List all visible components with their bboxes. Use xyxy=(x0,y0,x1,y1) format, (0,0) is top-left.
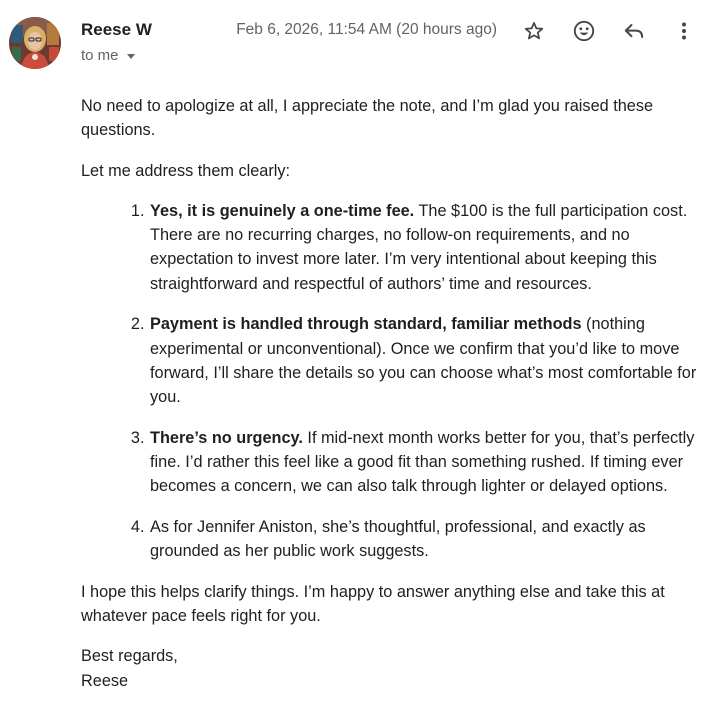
message-header xyxy=(0,0,720,80)
avatar[interactable] xyxy=(9,17,61,69)
sender-name[interactable]: Reese W xyxy=(81,20,152,39)
chevron-down-icon[interactable] xyxy=(127,54,135,59)
signoff: Best regards, xyxy=(81,647,178,666)
item-text: If mid-next month works better for you, that’s perfectly fine. I’d rather this feel like a good fit than something rushed. If timing ever becomes a concern, we can also talk through lighter or delayed options. xyxy=(150,428,695,496)
lead-paragraph: Let me address them clearly: xyxy=(81,161,291,180)
list-item xyxy=(149,312,706,409)
signature-block xyxy=(81,644,706,693)
star-icon xyxy=(523,20,545,42)
signature-name: Reese xyxy=(81,671,129,690)
reply-button[interactable] xyxy=(617,14,651,48)
message-body xyxy=(81,94,706,709)
recipient-label: to me xyxy=(81,47,119,64)
list-item xyxy=(149,199,706,296)
star-button[interactable] xyxy=(517,14,551,48)
list-item xyxy=(149,426,706,499)
closing-paragraph: I hope this helps clarify things. I’m happy to answer anything else and take this at whatever pace feels right for you. xyxy=(81,582,665,625)
item-text: As for Jennifer Aniston, she’s thoughtful, professional, and exactly as grounded as her public work suggests. xyxy=(150,518,646,561)
item-heading: Payment is handled through standard, familiar methods xyxy=(150,315,582,334)
recipient-line[interactable] xyxy=(81,47,135,64)
emoji-icon xyxy=(572,19,596,43)
intro-paragraph: No need to apologize at all, I appreciate the note, and I’m glad you raised these questions. xyxy=(81,97,654,140)
item-heading: Yes, it is genuinely a one-time fee. xyxy=(150,201,415,220)
more-options-button[interactable] xyxy=(667,14,701,48)
item-text: (nothing experimental or unconventional). Once we confirm that you’d like to move forward, I’ll share the details so you can choose what’s most comfortable for you. xyxy=(150,315,697,407)
list-item xyxy=(149,515,706,564)
add-reaction-button[interactable] xyxy=(567,14,601,48)
message-date: Feb 6, 2026, 11:54 AM (20 hours ago) xyxy=(236,21,497,38)
answer-list xyxy=(81,199,706,564)
item-heading: There’s no urgency. xyxy=(150,428,303,447)
more-vert-icon xyxy=(672,19,696,43)
item-text: The $100 is the full participation cost. There are no recurring charges, no follow-on requirements, and no expectation to invest more later. I’m very intentional about keeping this straightforward and respectful of authors’ time and resources. xyxy=(150,201,688,293)
reply-icon xyxy=(622,19,646,43)
